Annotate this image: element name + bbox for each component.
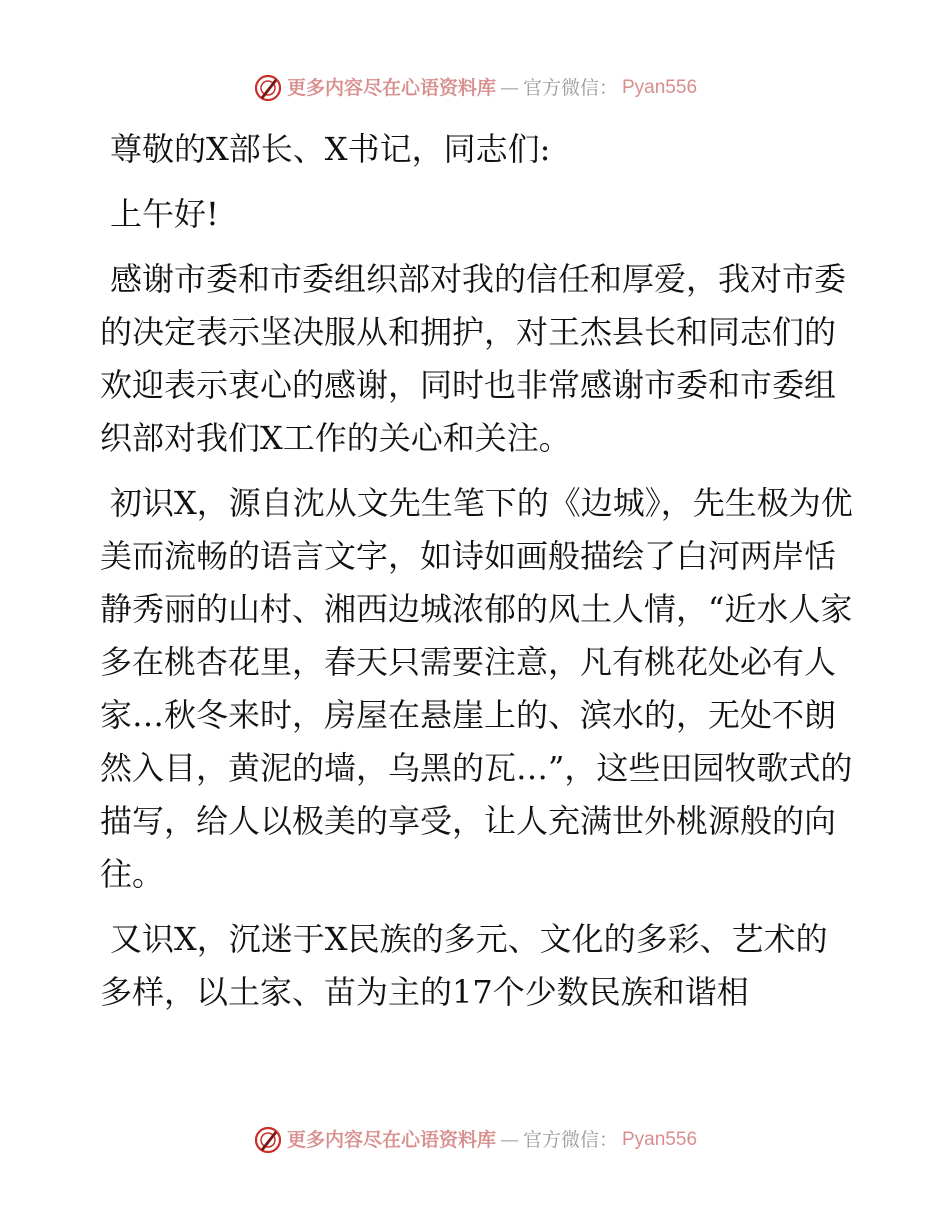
watermark-wechat-id: Pyan556: [622, 1129, 698, 1150]
greeting: 上午好!: [110, 195, 219, 233]
paragraph-second-impression: 又识X，沉迷于X民族的多元、文化的多彩、艺术的多样，以土家、苗为主的17个少数民族和谐相: [100, 920, 828, 1011]
watermark-dash: —: [499, 77, 519, 99]
quill-logo-icon: [253, 1125, 283, 1155]
watermark-brand-text: 更多内容尽在心语资料库: [286, 1129, 496, 1151]
quill-logo-icon: [253, 73, 283, 103]
watermark-wechat-id: Pyan556: [622, 77, 698, 98]
watermark-label: 官方微信：: [522, 77, 618, 99]
watermark-label: 官方微信：: [522, 1129, 618, 1151]
header-watermark: [0, 72, 950, 104]
salutation: 尊敬的X部长、X书记，同志们:: [110, 130, 551, 168]
paragraph-thanks: 感谢市委和市委组织部对我的信任和厚爱，我对市委的决定表示坚决服从和拥护，对王杰县长和同志们的欢迎表示衷心的感谢，同时也非常感谢市委和市委组织部对我们X工作的关心和关注。: [100, 260, 847, 457]
paragraph-first-impression: 初识X，源自沈从文先生笔下的《边城》，先生极为优美而流畅的语言文字，如诗如画般描绘了白河两岸恬静秀丽的山村、湘西边城浓郁的风土人情，“近水人家多在桃杏花里，春天只需要注意，凡有桃花处必有人家…秋冬来时，房屋在悬崖上的、滨水的，无处不朗然入目，黄泥的墙，乌黑的瓦…”，这些田园牧歌式的描写，给人以极美的享受，让人充满世外桃源般的向往。: [100, 484, 853, 893]
watermark-dash: —: [499, 1129, 519, 1151]
footer-watermark: [0, 1124, 950, 1156]
watermark-brand-text: 更多内容尽在心语资料库: [286, 77, 496, 99]
document-body: [100, 123, 855, 1031]
